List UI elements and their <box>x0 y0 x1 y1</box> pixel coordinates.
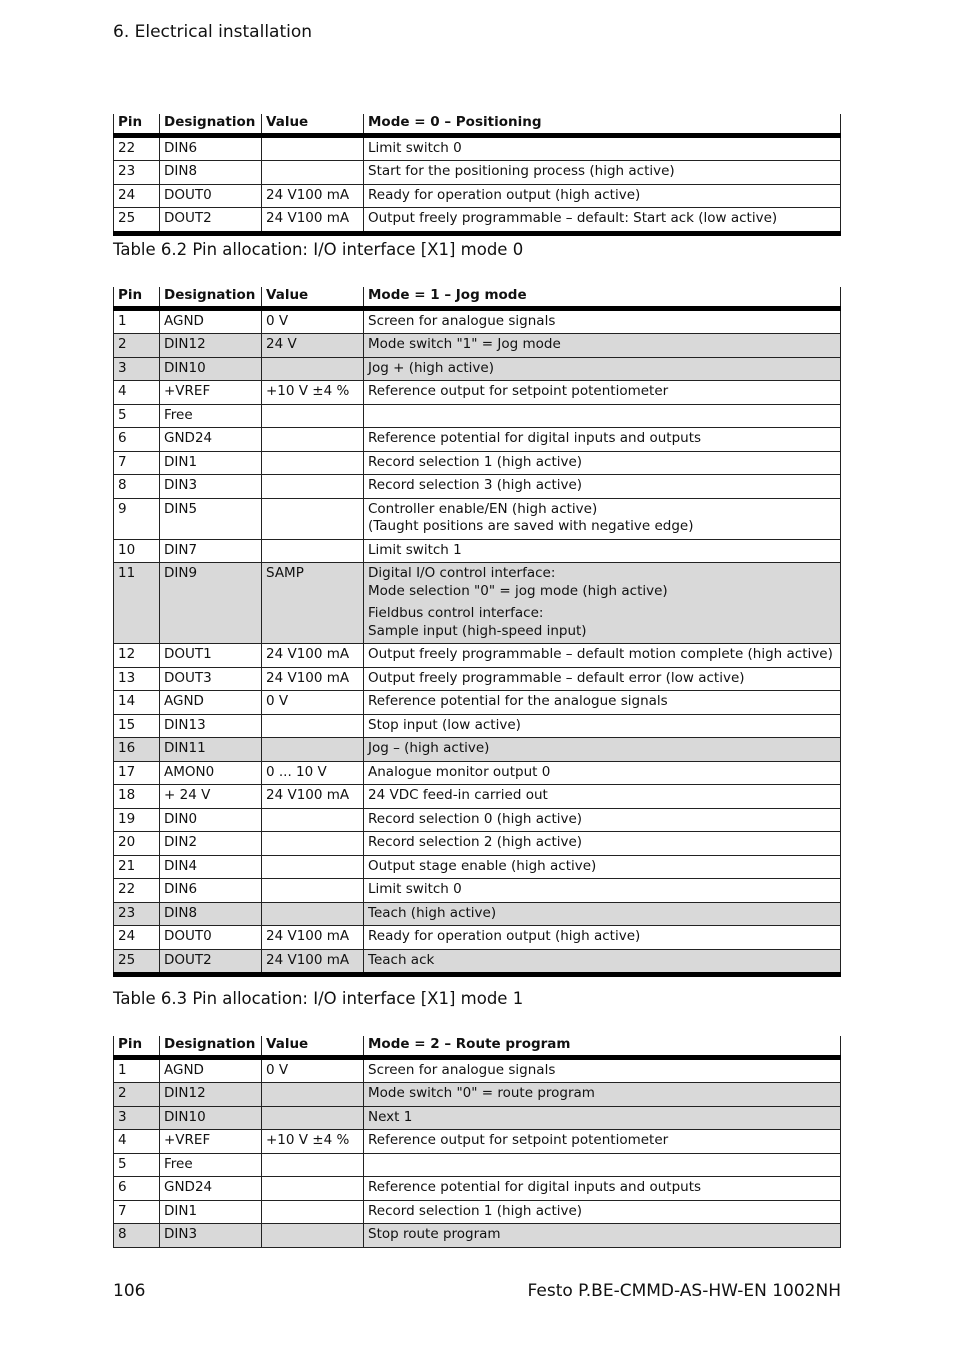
mode-cell <box>364 1130 841 1154</box>
designation-cell: AMON0 <box>160 761 262 785</box>
value-cell: 24 V100 mA <box>262 926 364 950</box>
mode-text: Mode switch "0" = route program <box>368 1085 595 1101</box>
mode-cell <box>364 714 841 738</box>
table-row <box>114 1153 841 1177</box>
designation-cell: AGND <box>160 691 262 715</box>
pin-cell: 24 <box>114 184 160 208</box>
mode-cell <box>364 1224 841 1248</box>
mode-cell <box>364 1057 841 1083</box>
mode-text: Output freely programmable – default error (low active) <box>368 669 745 686</box>
table-row <box>114 428 841 452</box>
pin-cell: 1 <box>114 308 160 334</box>
mode-cell <box>364 1177 841 1201</box>
page-number: 106 <box>113 1281 146 1301</box>
mode-text: Reference potential for digital inputs and outputs <box>368 1179 702 1195</box>
value-cell: 24 V100 mA <box>262 644 364 668</box>
pin-cell: 2 <box>114 334 160 358</box>
table-row <box>114 539 841 563</box>
pin-cell: 12 <box>114 644 160 668</box>
designation-cell: DIN4 <box>160 855 262 879</box>
pin-cell: 6 <box>114 1177 160 1201</box>
mode-cell <box>364 539 841 563</box>
designation-cell: AGND <box>160 308 262 334</box>
value-cell <box>262 357 364 381</box>
designation-cell: DIN9 <box>160 563 262 644</box>
table-row <box>114 308 841 334</box>
designation-cell: +VREF <box>160 381 262 405</box>
value-cell: 0 V <box>262 308 364 334</box>
designation-cell: DIN3 <box>160 475 262 499</box>
designation-cell: AGND <box>160 1057 262 1083</box>
pin-cell: 3 <box>114 1106 160 1130</box>
table-row <box>114 357 841 381</box>
table-row <box>114 902 841 926</box>
designation-cell: DOUT3 <box>160 667 262 691</box>
column-header-pin: Pin <box>114 1036 160 1057</box>
designation-cell: DIN7 <box>160 539 262 563</box>
table-row <box>114 1083 841 1107</box>
column-header-value: Value <box>262 114 364 135</box>
value-cell <box>262 404 364 428</box>
mode-text: Record selection 2 (high active) <box>368 834 583 850</box>
designation-cell: DOUT0 <box>160 926 262 950</box>
pin-table-mode-1 <box>113 287 841 977</box>
pin-cell: 19 <box>114 808 160 832</box>
designation-cell: DIN8 <box>160 902 262 926</box>
mode-cell <box>364 135 841 161</box>
mode-cell <box>364 1106 841 1130</box>
table-row <box>114 1130 841 1154</box>
designation-cell: DOUT2 <box>160 208 262 234</box>
mode-cell <box>364 926 841 950</box>
value-cell <box>262 855 364 879</box>
designation-cell: + 24 V <box>160 785 262 809</box>
pin-cell: 20 <box>114 832 160 856</box>
document-id: Festo P.BE-CMMD-AS-HW-EN 1002NH <box>527 1281 841 1301</box>
mode-cell <box>364 1083 841 1107</box>
column-header-pin: Pin <box>114 287 160 308</box>
table-row <box>114 808 841 832</box>
table-row <box>114 785 841 809</box>
mode-cell <box>364 1200 841 1224</box>
pin-cell: 7 <box>114 1200 160 1224</box>
mode-cell <box>364 761 841 785</box>
value-cell: 24 V100 mA <box>262 949 364 975</box>
designation-cell: DIN3 <box>160 1224 262 1248</box>
table-row <box>114 949 841 975</box>
table-row <box>114 644 841 668</box>
pin-cell: 7 <box>114 451 160 475</box>
table-row <box>114 334 841 358</box>
table-caption: Table 6.3 Pin allocation: I/O interface [X1] mode 1 <box>113 989 524 1008</box>
table-row <box>114 1200 841 1224</box>
mode-text: Reference potential for digital inputs and outputs <box>368 430 702 446</box>
designation-cell: DIN1 <box>160 451 262 475</box>
pin-cell: 24 <box>114 926 160 950</box>
mode-text: Limit switch 1 <box>368 541 462 558</box>
designation-cell: DIN1 <box>160 1200 262 1224</box>
pin-cell: 10 <box>114 539 160 563</box>
column-header-mode: Mode = 0 – Positioning <box>364 114 841 135</box>
table-row <box>114 475 841 499</box>
pin-cell: 15 <box>114 714 160 738</box>
designation-cell: DIN6 <box>160 135 262 161</box>
pin-cell: 25 <box>114 208 160 234</box>
mode-text: Sample input (high-speed input) <box>368 622 587 639</box>
column-header-designation: Designation <box>160 114 262 135</box>
mode-text: Record selection 1 (high active) <box>368 1202 583 1219</box>
value-cell <box>262 832 364 856</box>
pin-cell: 23 <box>114 902 160 926</box>
mode-cell <box>364 738 841 762</box>
mode-cell <box>364 563 841 644</box>
designation-cell: GND24 <box>160 1177 262 1201</box>
column-header-pin: Pin <box>114 114 160 135</box>
mode-cell <box>364 475 841 499</box>
mode-text: Mode selection "0" = jog mode (high active) <box>368 582 668 599</box>
mode-cell <box>364 785 841 809</box>
value-cell: 24 V100 mA <box>262 785 364 809</box>
designation-cell: DIN12 <box>160 1083 262 1107</box>
pin-cell: 6 <box>114 428 160 452</box>
mode-cell <box>364 879 841 903</box>
pin-cell: 11 <box>114 563 160 644</box>
table-row <box>114 135 841 161</box>
mode-cell <box>364 428 841 452</box>
table-row <box>114 832 841 856</box>
mode-cell <box>364 184 841 208</box>
mode-cell <box>364 308 841 334</box>
designation-cell: DIN5 <box>160 498 262 539</box>
mode-text: Mode switch "1" = Jog mode <box>368 336 561 352</box>
pin-cell: 13 <box>114 667 160 691</box>
value-cell <box>262 1177 364 1201</box>
table-row <box>114 761 841 785</box>
value-cell <box>262 1106 364 1130</box>
mode-cell <box>364 451 841 475</box>
pin-cell: 21 <box>114 855 160 879</box>
mode-cell <box>364 644 841 668</box>
mode-text: Screen for analogue signals <box>368 1061 556 1078</box>
table-row <box>114 714 841 738</box>
pin-cell: 4 <box>114 1130 160 1154</box>
pin-cell: 17 <box>114 761 160 785</box>
mode-text: Reference output for setpoint potentiometer <box>368 1132 669 1148</box>
column-header-mode: Mode = 2 – Route program <box>364 1036 841 1057</box>
mode-text: Stop input (low active) <box>368 716 521 733</box>
value-cell <box>262 1200 364 1224</box>
mode-cell <box>364 832 841 856</box>
designation-cell: +VREF <box>160 1130 262 1154</box>
table-caption: Table 6.2 Pin allocation: I/O interface [X1] mode 0 <box>113 240 524 259</box>
mode-cell <box>364 161 841 185</box>
value-cell: 24 V100 mA <box>262 184 364 208</box>
value-cell <box>262 808 364 832</box>
mode-text: Limit switch 0 <box>368 881 462 897</box>
value-cell: 24 V100 mA <box>262 667 364 691</box>
table-row <box>114 381 841 405</box>
table-row <box>114 855 841 879</box>
mode-text: Output stage enable (high active) <box>368 857 597 874</box>
designation-cell: DOUT0 <box>160 184 262 208</box>
mode-cell <box>364 1153 841 1177</box>
designation-cell: DIN10 <box>160 1106 262 1130</box>
column-header-designation: Designation <box>160 1036 262 1057</box>
pin-cell: 5 <box>114 1153 160 1177</box>
column-header-designation: Designation <box>160 287 262 308</box>
pin-cell: 8 <box>114 1224 160 1248</box>
section-title: 6. Electrical installation <box>113 22 313 42</box>
designation-cell: DIN2 <box>160 832 262 856</box>
mode-text: Start for the positioning process (high active) <box>368 163 675 179</box>
mode-text: Fieldbus control interface: <box>368 605 544 621</box>
table-row <box>114 879 841 903</box>
mode-text: Record selection 3 (high active) <box>368 477 583 493</box>
mode-text: Jog – (high active) <box>368 740 490 756</box>
value-cell: SAMP <box>262 563 364 644</box>
table-row <box>114 161 841 185</box>
mode-cell <box>364 498 841 539</box>
value-cell: +10 V ±4 % <box>262 1130 364 1154</box>
column-header-value: Value <box>262 1036 364 1057</box>
mode-text: 24 VDC feed-in carried out <box>368 787 548 803</box>
mode-text: Ready for operation output (high active) <box>368 186 641 203</box>
mode-cell <box>364 667 841 691</box>
value-cell <box>262 902 364 926</box>
mode-text: Stop route program <box>368 1226 501 1242</box>
mode-text: Analogue monitor output 0 <box>368 763 551 780</box>
mode-cell <box>364 691 841 715</box>
value-cell <box>262 135 364 161</box>
designation-cell: DIN13 <box>160 714 262 738</box>
value-cell <box>262 498 364 539</box>
table-row <box>114 1224 841 1248</box>
value-cell <box>262 738 364 762</box>
pin-table-mode-0 <box>113 114 841 236</box>
pin-cell: 22 <box>114 879 160 903</box>
mode-text: Record selection 1 (high active) <box>368 453 583 470</box>
value-cell <box>262 161 364 185</box>
pin-cell: 23 <box>114 161 160 185</box>
mode-text: Digital I/O control interface: <box>368 565 556 581</box>
pin-cell: 14 <box>114 691 160 715</box>
value-cell: 0 ... 10 V <box>262 761 364 785</box>
mode-text: Screen for analogue signals <box>368 312 556 329</box>
designation-cell: DIN6 <box>160 879 262 903</box>
table-row <box>114 404 841 428</box>
mode-text: Teach ack <box>368 951 435 968</box>
pin-cell: 3 <box>114 357 160 381</box>
table-row <box>114 691 841 715</box>
column-header-value: Value <box>262 287 364 308</box>
mode-cell <box>364 357 841 381</box>
table-row <box>114 1057 841 1083</box>
mode-cell <box>364 902 841 926</box>
mode-text: (Taught positions are saved with negative edge) <box>368 518 694 534</box>
table-row <box>114 1177 841 1201</box>
designation-cell: DOUT2 <box>160 949 262 975</box>
table-row <box>114 667 841 691</box>
designation-cell: GND24 <box>160 428 262 452</box>
pin-cell: 22 <box>114 135 160 161</box>
mode-text: Record selection 0 (high active) <box>368 810 583 827</box>
mode-text: Reference potential for the analogue signals <box>368 693 668 709</box>
table-row <box>114 451 841 475</box>
value-cell <box>262 1224 364 1248</box>
value-cell <box>262 539 364 563</box>
value-cell: 24 V100 mA <box>262 208 364 234</box>
designation-cell: DIN11 <box>160 738 262 762</box>
mode-text: Teach (high active) <box>368 904 497 921</box>
designation-cell: DIN12 <box>160 334 262 358</box>
value-cell <box>262 1153 364 1177</box>
pin-cell: 4 <box>114 381 160 405</box>
mode-text: Output freely programmable – default motion complete (high active) <box>368 646 833 662</box>
pin-cell: 8 <box>114 475 160 499</box>
value-cell: 0 V <box>262 691 364 715</box>
designation-cell: Free <box>160 1153 262 1177</box>
table-row <box>114 563 841 644</box>
value-cell <box>262 451 364 475</box>
mode-cell <box>364 334 841 358</box>
designation-cell: DIN10 <box>160 357 262 381</box>
mode-text: Controller enable/EN (high active) <box>368 500 598 517</box>
column-header-mode: Mode = 1 – Jog mode <box>364 287 841 308</box>
table-row <box>114 738 841 762</box>
pin-cell: 5 <box>114 404 160 428</box>
mode-cell <box>364 808 841 832</box>
mode-cell <box>364 381 841 405</box>
table-row <box>114 926 841 950</box>
value-cell <box>262 428 364 452</box>
mode-cell <box>364 208 841 234</box>
mode-text: Limit switch 0 <box>368 139 462 156</box>
value-cell <box>262 879 364 903</box>
pin-cell: 16 <box>114 738 160 762</box>
mode-text: Jog + (high active) <box>368 359 494 376</box>
value-cell <box>262 714 364 738</box>
table-row <box>114 1106 841 1130</box>
table-row <box>114 208 841 234</box>
designation-cell: DIN0 <box>160 808 262 832</box>
pin-table-mode-2 <box>113 1036 841 1248</box>
mode-cell <box>364 949 841 975</box>
mode-text: Next 1 <box>368 1108 413 1125</box>
mode-cell <box>364 404 841 428</box>
designation-cell: Free <box>160 404 262 428</box>
value-cell: 0 V <box>262 1057 364 1083</box>
designation-cell: DIN8 <box>160 161 262 185</box>
pin-cell: 1 <box>114 1057 160 1083</box>
designation-cell: DOUT1 <box>160 644 262 668</box>
pin-cell: 18 <box>114 785 160 809</box>
table-row <box>114 498 841 539</box>
pin-cell: 25 <box>114 949 160 975</box>
mode-text: Ready for operation output (high active) <box>368 928 641 944</box>
mode-text: Output freely programmable – default: Start ack (low active) <box>368 210 778 226</box>
value-cell: 24 V <box>262 334 364 358</box>
mode-cell <box>364 855 841 879</box>
pin-cell: 2 <box>114 1083 160 1107</box>
value-cell <box>262 475 364 499</box>
table-row <box>114 184 841 208</box>
mode-text: Reference output for setpoint potentiometer <box>368 383 669 399</box>
value-cell: +10 V ±4 % <box>262 381 364 405</box>
value-cell <box>262 1083 364 1107</box>
pin-cell: 9 <box>114 498 160 539</box>
